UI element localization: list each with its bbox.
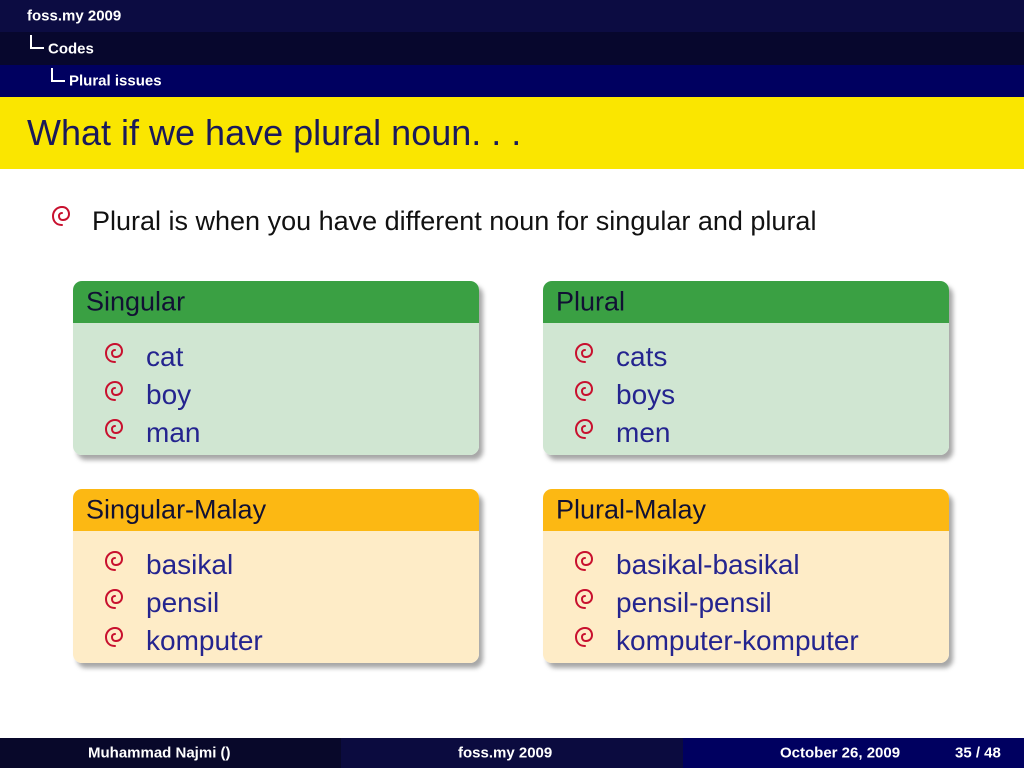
list-item-text: basikal-basikal	[616, 549, 800, 580]
block-body	[543, 531, 949, 663]
footer-date: October 26, 2009	[780, 744, 901, 762]
nav-subsubsection-label[interactable]: Plural issues	[69, 72, 162, 90]
list-item-text: cat	[146, 341, 184, 372]
debian-swirl-icon	[573, 625, 595, 651]
block-header	[543, 281, 949, 323]
nav-subsection-label[interactable]: Codes	[48, 40, 94, 57]
nav-subsubsection[interactable]	[0, 65, 1024, 97]
page-number: 35 / 48	[955, 744, 1001, 762]
tree-corner-icon	[51, 68, 65, 82]
intro-text: Plural is when you have different noun for singular and plural	[92, 206, 817, 236]
block-body	[543, 323, 949, 455]
list-item-text: komputer	[146, 625, 263, 656]
plural-block	[543, 281, 949, 455]
nav-section[interactable]	[0, 0, 1024, 32]
block-header	[543, 489, 949, 531]
list-item-text: pensil	[146, 587, 220, 618]
debian-swirl-icon	[103, 549, 125, 575]
debian-swirl-icon	[573, 379, 595, 405]
block-body	[73, 531, 479, 663]
list-item-text: men	[616, 417, 671, 448]
debian-swirl-icon	[573, 587, 595, 613]
debian-swirl-icon	[103, 587, 125, 613]
debian-swirl-icon	[103, 625, 125, 651]
list-item-text: boys	[616, 379, 676, 410]
plural-malay-block	[543, 489, 949, 663]
debian-swirl-icon	[573, 417, 595, 443]
nav-section-label[interactable]: foss.my 2009	[27, 7, 122, 25]
debian-swirl-icon	[103, 417, 125, 443]
block-title: Singular	[86, 286, 186, 317]
list-item-text: boy	[146, 379, 192, 410]
block-title: Plural-Malay	[556, 494, 707, 525]
debian-swirl-icon	[50, 204, 72, 230]
list-item-text: pensil-pensil	[616, 587, 772, 618]
footer-author-segment	[0, 738, 341, 768]
tree-corner-icon	[30, 35, 44, 49]
block-body	[73, 323, 479, 455]
footer-event-segment	[341, 738, 683, 768]
list-item-text: komputer-komputer	[616, 625, 859, 656]
list-item-text: basikal	[146, 549, 234, 580]
block-title: Plural	[556, 286, 626, 317]
singular-block	[73, 281, 479, 455]
footer-event: foss.my 2009	[458, 744, 553, 762]
debian-swirl-icon	[573, 341, 595, 367]
debian-swirl-icon	[103, 379, 125, 405]
singular-malay-block	[73, 489, 479, 663]
block-title: Singular-Malay	[86, 494, 267, 525]
debian-swirl-icon	[103, 341, 125, 367]
block-header	[73, 489, 479, 531]
footer	[0, 738, 1024, 768]
footer-date-segment	[683, 738, 1024, 768]
footer-author: Muhammad Najmi ()	[88, 744, 231, 762]
page-title: What if we have plural noun. . .	[27, 112, 522, 153]
list-item-text: cats	[616, 341, 668, 372]
block-header	[73, 281, 479, 323]
list-item-text: man	[146, 417, 201, 448]
nav-subsection[interactable]	[0, 32, 1024, 65]
title-bar	[0, 97, 1024, 169]
debian-swirl-icon	[573, 549, 595, 575]
